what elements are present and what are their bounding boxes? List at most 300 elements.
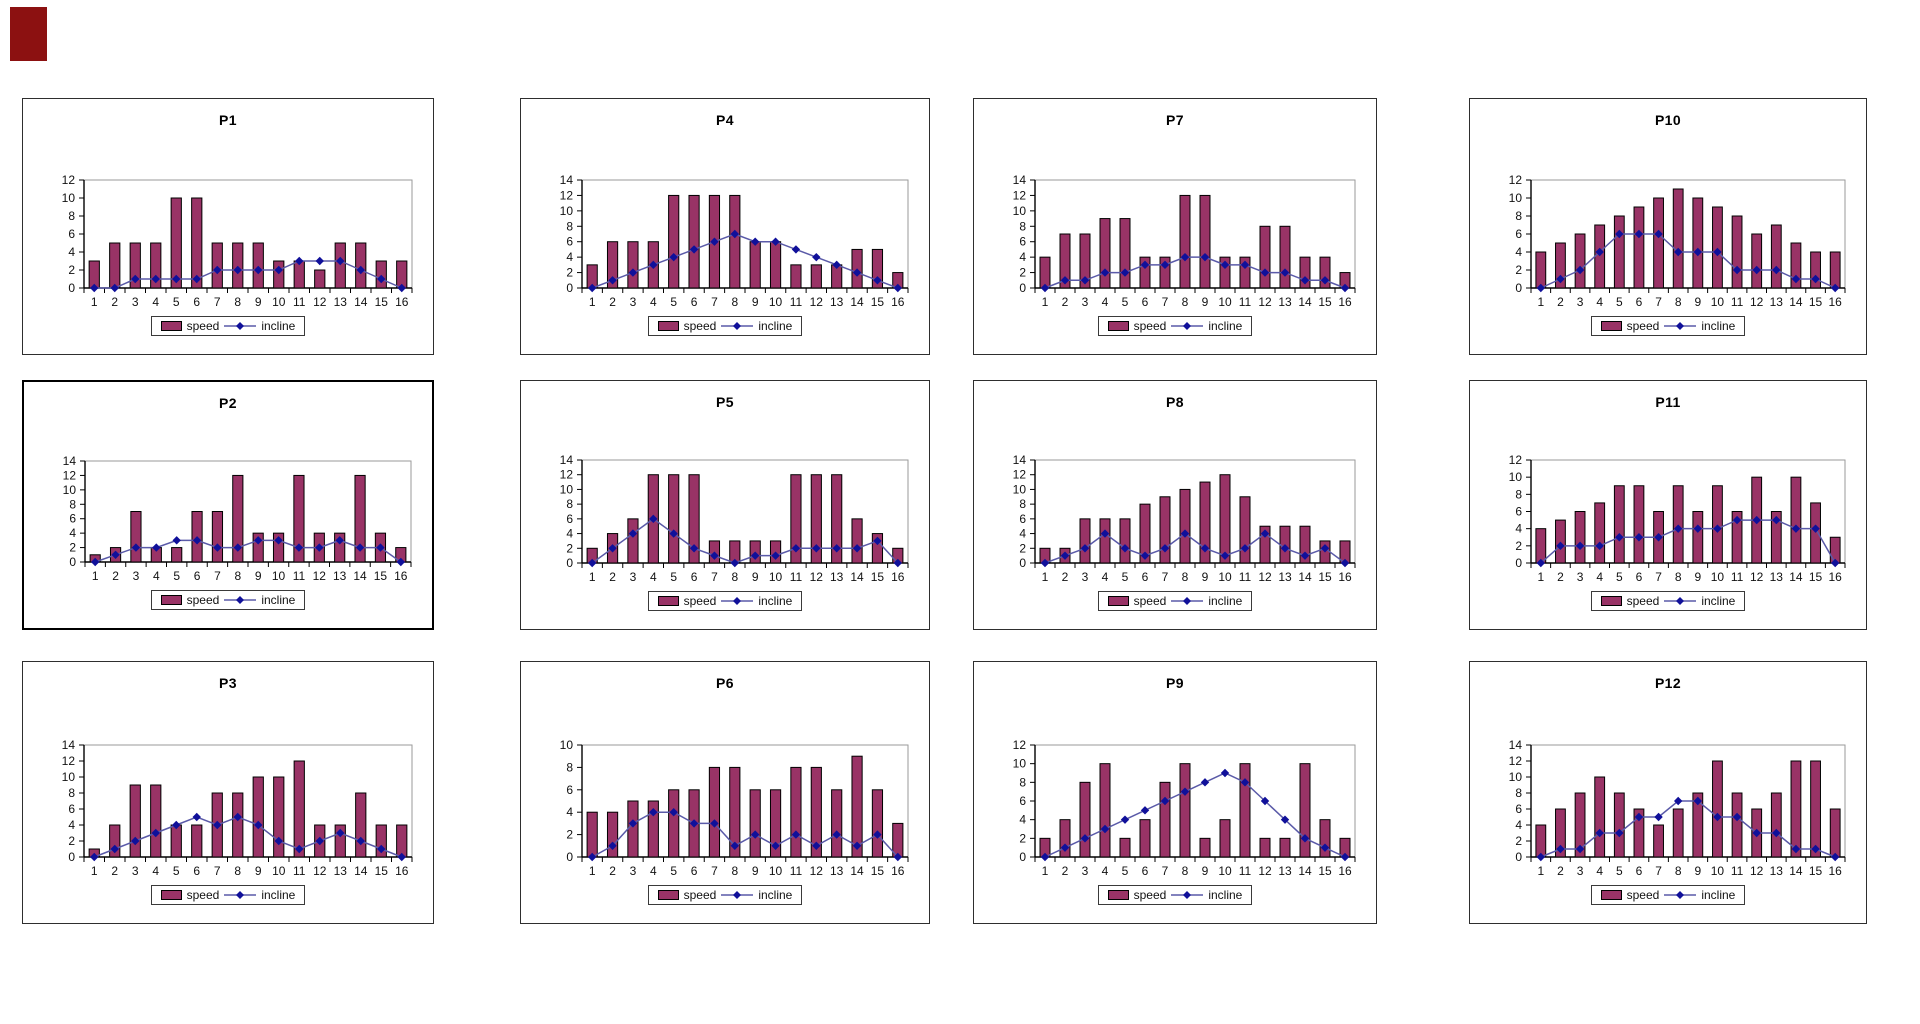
y-axis-tick-label: 14	[1508, 738, 1522, 752]
plot-area	[522, 696, 928, 883]
diamond-marker-icon	[1201, 778, 1209, 786]
diamond-marker-icon	[792, 245, 800, 253]
speed-bar	[1536, 825, 1546, 857]
speed-bar	[770, 242, 780, 288]
x-axis-tick-label: 15	[373, 569, 388, 583]
chart-title: P5	[716, 394, 734, 410]
x-axis-tick-label: 1	[588, 864, 596, 878]
x-axis-tick-label: 9	[1201, 295, 1209, 309]
diamond-marker-icon	[1141, 806, 1149, 814]
plot-area	[1471, 415, 1865, 589]
x-axis-tick-label: 3	[1081, 864, 1089, 878]
x-axis-tick-label: 12	[809, 570, 823, 584]
speed-bar	[1830, 809, 1840, 857]
speed-bars	[1040, 764, 1350, 857]
x-axis-tick-label: 12	[1258, 295, 1272, 309]
chart-title: P10	[1654, 112, 1682, 128]
speed-bar	[811, 265, 821, 288]
x-axis-tick-label: 14	[1298, 295, 1312, 309]
y-axis-tick-label: 12	[61, 754, 75, 768]
legend	[1098, 591, 1253, 611]
speed-bar	[1300, 764, 1310, 857]
speed-bar	[1556, 520, 1566, 563]
plot-area	[1471, 133, 1865, 314]
legend-speed-label: speed	[683, 594, 717, 608]
incline-swatch-icon	[1664, 890, 1696, 900]
chart-title: P1	[219, 112, 237, 128]
speed-swatch-icon	[1108, 890, 1129, 900]
y-axis-tick-label: 8	[566, 760, 573, 775]
x-axis-tick-label: 13	[1278, 295, 1292, 309]
speed-bar	[376, 261, 386, 288]
chart-title: P7	[1166, 112, 1184, 128]
x-axis-tick-label: 3	[1576, 864, 1584, 878]
y-axis-tick-label: 6	[68, 227, 75, 241]
x-axis-tick-label: 4	[1596, 295, 1604, 309]
x-axis-tick-label: 10	[1218, 295, 1232, 309]
chart-P6	[520, 661, 930, 924]
x-axis-tick-label: 13	[333, 295, 347, 309]
legend	[1591, 885, 1746, 905]
x-axis-tick-label: 8	[1674, 570, 1682, 584]
x-axis-tick-label: 6	[1635, 570, 1643, 584]
y-axis-tick-label: 4	[1515, 818, 1522, 832]
x-axis-tick-label: 9	[254, 864, 262, 878]
x-axis-tick-label: 11	[1730, 570, 1744, 584]
x-axis-tick-label: 10	[768, 570, 783, 584]
x-axis-tick-label: 7	[1161, 295, 1169, 309]
speed-swatch-icon	[658, 321, 679, 331]
x-axis	[582, 288, 908, 309]
speed-bar	[1160, 782, 1170, 857]
y-axis-tick-label: 14	[559, 453, 573, 467]
x-axis-tick-label: 11	[1238, 864, 1252, 878]
incline-swatch-icon	[1171, 890, 1203, 900]
x-axis-tick-label: 4	[1101, 570, 1109, 584]
chart-P3	[22, 661, 434, 924]
y-axis-tick-label: 4	[69, 526, 76, 541]
x-axis-tick-label: 11	[293, 295, 306, 309]
x-axis	[84, 857, 412, 878]
legend	[151, 590, 306, 610]
y-axis-tick-label: 8	[566, 497, 573, 512]
x-axis-tick-label: 7	[711, 864, 718, 878]
incline-swatch-icon	[224, 595, 256, 605]
speed-bar	[233, 793, 243, 857]
legend-incline-label: incline	[1701, 594, 1736, 608]
x-axis-tick-label: 6	[193, 295, 201, 309]
y-axis-tick-label: 10	[1012, 482, 1026, 497]
x-axis-tick-label: 1	[1041, 295, 1049, 309]
y-axis-tick-label: 2	[68, 834, 75, 848]
plot-area	[24, 696, 432, 883]
x-axis-tick-label: 14	[1789, 570, 1803, 584]
x-axis-tick-label: 12	[313, 295, 327, 309]
speed-bar	[1080, 519, 1090, 563]
y-axis-tick-label: 10	[1508, 770, 1522, 784]
x-axis-tick-label: 7	[214, 569, 221, 583]
legend-speed-label: speed	[186, 593, 220, 607]
speed-swatch-icon	[1601, 596, 1622, 606]
y-axis	[560, 173, 582, 295]
speed-bar	[628, 242, 638, 288]
x-axis	[84, 288, 412, 309]
y-axis-tick-label: 0	[1515, 556, 1522, 570]
speed-bar	[1654, 825, 1664, 857]
x-axis-tick-label: 5	[1121, 570, 1129, 584]
x-axis-tick-label: 11	[789, 295, 803, 309]
x-axis-tick-label: 13	[830, 570, 844, 584]
y-axis-tick-label: 0	[1019, 281, 1026, 295]
diamond-marker-icon	[193, 813, 201, 821]
chart-P11	[1469, 380, 1867, 630]
x-axis-tick-label: 4	[1101, 864, 1109, 878]
chart-P5	[520, 380, 930, 630]
legend	[1098, 885, 1253, 905]
x-axis-tick-label: 1	[1537, 295, 1545, 309]
y-axis	[63, 454, 85, 569]
legend-speed-label: speed	[1626, 888, 1660, 902]
y-axis-tick-label: 6	[1515, 504, 1522, 519]
x-axis-tick-label: 8	[234, 864, 242, 878]
x-axis-tick-label: 1	[1041, 864, 1049, 878]
speed-bar	[1200, 838, 1210, 857]
x-axis-tick-label: 4	[152, 295, 160, 309]
speed-bar	[1575, 234, 1585, 288]
y-axis-tick-label: 0	[566, 556, 573, 570]
x-axis	[1531, 857, 1845, 878]
legend-speed-label: speed	[1626, 319, 1660, 333]
speed-bar	[1693, 512, 1703, 564]
x-axis-tick-label: 9	[751, 864, 759, 878]
x-axis-tick-label: 12	[809, 864, 823, 878]
speed-bar	[1220, 475, 1230, 563]
speed-bar	[1673, 486, 1683, 563]
incline-swatch-icon	[1171, 321, 1203, 331]
x-axis-tick-label: 13	[1769, 295, 1783, 309]
x-axis-tick-label: 8	[1181, 295, 1189, 309]
x-axis-tick-label: 2	[609, 295, 616, 309]
x-axis-tick-label: 9	[254, 295, 262, 309]
y-axis-tick-label: 8	[68, 209, 75, 223]
y-axis-tick-label: 0	[1515, 281, 1522, 295]
y-axis-tick-label: 12	[1012, 738, 1026, 752]
legend-incline-label: incline	[758, 319, 793, 333]
y-axis-tick-label: 0	[1019, 850, 1026, 864]
x-axis-tick-label: 4	[649, 295, 657, 309]
legend	[151, 885, 306, 905]
chart-P4	[520, 98, 930, 355]
x-axis-tick-label: 11	[1238, 570, 1252, 584]
x-axis-tick-label: 10	[1710, 864, 1725, 878]
speed-bar	[1713, 761, 1723, 857]
y-axis-tick-label: 2	[566, 827, 573, 842]
y-axis-tick-label: 10	[1508, 470, 1522, 485]
speed-bar	[1240, 764, 1250, 857]
x-axis-tick-label: 16	[1338, 570, 1352, 584]
x-axis-tick-label: 5	[172, 295, 180, 309]
x-axis-tick-label: 6	[1141, 864, 1149, 878]
y-axis-tick-label: 4	[1019, 812, 1026, 827]
x-axis-tick-label: 2	[1557, 570, 1564, 584]
x-axis-tick-label: 1	[1537, 570, 1545, 584]
y-axis-tick-label: 6	[566, 511, 573, 526]
speed-bar	[397, 825, 407, 857]
speed-bar	[1536, 529, 1546, 563]
speed-bar	[1693, 198, 1703, 288]
y-axis-tick-label: 6	[566, 234, 573, 249]
speed-bar	[1260, 838, 1270, 857]
y-axis-tick-label: 6	[1019, 511, 1026, 526]
x-axis-tick-label: 7	[1655, 570, 1662, 584]
incline-swatch-icon	[721, 890, 753, 900]
speed-bar	[791, 265, 801, 288]
x-axis-tick-label: 15	[1808, 295, 1823, 309]
x-axis-tick-label: 14	[1789, 295, 1803, 309]
speed-bar	[872, 790, 882, 857]
x-axis-tick-label: 6	[690, 570, 698, 584]
x-axis-tick-label: 1	[91, 569, 99, 583]
x-axis-tick-label: 13	[1769, 864, 1783, 878]
y-axis-tick-label: 10	[559, 482, 573, 497]
speed-bar	[791, 767, 801, 857]
speed-bar	[1654, 198, 1664, 288]
speed-bar	[1120, 219, 1130, 288]
legend-incline-label: incline	[1208, 319, 1243, 333]
x-axis	[1035, 563, 1355, 584]
plot-area	[25, 416, 431, 588]
y-axis	[560, 453, 582, 570]
chart-P8	[973, 380, 1377, 630]
y-axis-tick-label: 8	[1515, 786, 1522, 800]
speed-bars	[1040, 195, 1350, 288]
speed-bar	[1811, 761, 1821, 857]
x-axis-tick-label: 3	[629, 295, 637, 309]
speed-bar	[356, 243, 366, 288]
speed-bar	[1120, 519, 1130, 563]
speed-bar	[1791, 761, 1801, 857]
speed-bar	[669, 475, 679, 563]
speed-bar	[1100, 519, 1110, 563]
incline-swatch-icon	[1664, 596, 1696, 606]
speed-bar	[1830, 252, 1840, 288]
speed-bar	[1595, 503, 1605, 563]
x-axis-tick-label: 5	[670, 864, 678, 878]
x-axis-tick-label: 11	[292, 569, 306, 583]
speed-bar	[253, 777, 263, 857]
chart-P1	[22, 98, 434, 355]
speed-bar	[1713, 207, 1723, 288]
x-axis-tick-label: 5	[1615, 570, 1623, 584]
legend-incline-label: incline	[1208, 888, 1243, 902]
y-axis	[1509, 738, 1531, 864]
speed-bar	[1280, 226, 1290, 288]
x-axis-tick-label: 15	[1808, 570, 1823, 584]
plot-area	[1471, 696, 1865, 883]
x-axis-tick-label: 16	[891, 570, 905, 584]
legend-incline-label: incline	[1208, 594, 1243, 608]
y-axis-tick-label: 2	[1515, 263, 1522, 277]
speed-bar	[1771, 225, 1781, 288]
speed-bar	[1811, 503, 1821, 563]
speed-swatch-icon	[161, 595, 182, 605]
x-axis-tick-label: 14	[1789, 864, 1803, 878]
x-axis-tick-label: 9	[1201, 570, 1209, 584]
speed-bar	[750, 242, 760, 288]
y-axis-tick-label: 10	[1508, 191, 1522, 205]
x-axis-tick-label: 7	[711, 295, 718, 309]
x-axis-tick-label: 15	[870, 864, 885, 878]
speed-bar	[335, 243, 345, 288]
x-axis-tick-label: 14	[354, 295, 368, 309]
x-axis-tick-label: 9	[1694, 295, 1702, 309]
speed-bar	[893, 823, 903, 857]
y-axis-tick-label: 10	[559, 203, 573, 218]
x-axis-tick-label: 12	[1258, 864, 1272, 878]
speed-bar	[1575, 512, 1585, 564]
x-axis-tick-label: 15	[1318, 570, 1332, 584]
x-axis-tick-label: 14	[850, 570, 864, 584]
x-axis-tick-label: 3	[1576, 570, 1584, 584]
legend-speed-label: speed	[1133, 888, 1167, 902]
legend	[1591, 316, 1746, 336]
speed-bar	[171, 198, 181, 288]
y-axis-tick-label: 4	[566, 526, 573, 541]
chart-title: P9	[1166, 675, 1184, 691]
legend-incline-label: incline	[1701, 888, 1736, 902]
speed-swatch-icon	[1601, 890, 1622, 900]
x-axis-tick-label: 15	[1318, 864, 1332, 878]
x-axis-tick-label: 1	[1537, 864, 1545, 878]
y-axis-tick-label: 6	[68, 802, 75, 816]
legend-speed-label: speed	[1626, 594, 1660, 608]
speed-bar	[192, 198, 202, 288]
diamond-marker-icon	[172, 536, 180, 544]
x-axis-tick-label: 8	[731, 864, 739, 878]
speed-bar	[1180, 764, 1190, 857]
x-axis-tick-label: 16	[1338, 295, 1352, 309]
x-axis-tick-label: 8	[1674, 864, 1682, 878]
x-axis-tick-label: 14	[1298, 864, 1312, 878]
legend-incline-label: incline	[261, 888, 296, 902]
y-axis	[1013, 738, 1035, 864]
x-axis-tick-label: 16	[1338, 864, 1352, 878]
speed-bar	[628, 801, 638, 857]
chart-P2	[22, 380, 434, 630]
x-axis-tick-label: 15	[1808, 864, 1823, 878]
x-axis-tick-label: 6	[193, 569, 201, 583]
x-axis-tick-label: 2	[111, 864, 119, 878]
x-axis-tick-label: 2	[1557, 295, 1564, 309]
legend	[648, 591, 803, 611]
x-axis	[1531, 288, 1845, 309]
speed-bar	[1080, 782, 1090, 857]
incline-swatch-icon	[721, 321, 753, 331]
x-axis-tick-label: 12	[1258, 570, 1272, 584]
x-axis-tick-label: 10	[1710, 295, 1725, 309]
plot-area	[522, 415, 928, 589]
x-axis-tick-label: 6	[1141, 295, 1149, 309]
x-axis-tick-label: 16	[395, 864, 409, 878]
x-axis-tick-label: 9	[1201, 864, 1209, 878]
y-axis	[62, 738, 84, 864]
speed-bars	[1536, 189, 1840, 288]
y-axis-tick-label: 14	[1012, 453, 1026, 467]
speed-bar	[689, 195, 699, 288]
x-axis-tick-label: 9	[1694, 864, 1702, 878]
diamond-marker-icon	[812, 253, 820, 261]
x-axis-tick-label: 5	[670, 295, 678, 309]
x-axis	[582, 563, 908, 584]
legend-incline-label: incline	[758, 594, 793, 608]
incline-swatch-icon	[1171, 596, 1203, 606]
x-axis-tick-label: 15	[870, 295, 885, 309]
x-axis-tick-label: 2	[1061, 295, 1069, 309]
y-axis-tick-label: 2	[1019, 541, 1026, 556]
legend-speed-label: speed	[683, 888, 717, 902]
corner-mark	[10, 7, 47, 61]
speed-bar	[1614, 216, 1624, 288]
chart-title: P3	[219, 675, 237, 691]
y-axis-tick-label: 4	[566, 805, 573, 820]
x-axis-tick-label: 10	[768, 295, 783, 309]
x-axis-tick-label: 16	[891, 864, 905, 878]
y-axis-tick-label: 0	[566, 850, 573, 864]
y-axis-tick-label: 4	[68, 245, 75, 259]
x-axis-tick-label: 15	[870, 570, 885, 584]
y-axis-tick-label: 0	[1515, 850, 1522, 864]
speed-bar	[669, 195, 679, 288]
y-axis-tick-label: 8	[1515, 209, 1522, 223]
speed-bar	[172, 548, 182, 562]
chart-title: P12	[1654, 675, 1682, 691]
x-axis-tick-label: 4	[152, 569, 160, 583]
x-axis-tick-label: 8	[731, 570, 739, 584]
x-axis-tick-label: 13	[333, 864, 347, 878]
x-axis-tick-label: 8	[1181, 570, 1189, 584]
x-axis-tick-label: 5	[1121, 864, 1129, 878]
speed-bar	[730, 195, 740, 288]
speed-bar	[750, 790, 760, 857]
x-axis	[1035, 857, 1355, 878]
speed-bar	[709, 767, 719, 857]
speed-swatch-icon	[658, 596, 679, 606]
y-axis-tick-label: 6	[1515, 802, 1522, 816]
speed-bar	[1536, 252, 1546, 288]
y-axis-tick-label: 0	[68, 281, 75, 295]
x-axis-tick-label: 6	[690, 295, 698, 309]
speed-bar	[1673, 809, 1683, 857]
speed-bar	[151, 785, 161, 857]
x-axis-tick-label: 6	[1635, 295, 1643, 309]
legend-speed-label: speed	[1133, 594, 1167, 608]
x-axis-tick-label: 11	[1238, 295, 1252, 309]
y-axis-tick-label: 4	[1019, 250, 1026, 265]
speed-bar	[315, 270, 325, 288]
x-axis-tick-label: 4	[1101, 295, 1109, 309]
y-axis-tick-label: 4	[68, 818, 75, 832]
x-axis-tick-label: 2	[609, 864, 616, 878]
x-axis-tick-label: 3	[131, 295, 139, 309]
x-axis-tick-label: 7	[1655, 864, 1662, 878]
speed-bars	[89, 198, 407, 288]
speed-bar	[1634, 486, 1644, 563]
y-axis-tick-label: 12	[1508, 173, 1522, 187]
x-axis-tick-label: 12	[1750, 295, 1764, 309]
x-axis-tick-label: 4	[1596, 570, 1604, 584]
speed-bars	[587, 756, 903, 857]
x-axis-tick-label: 2	[111, 295, 119, 309]
